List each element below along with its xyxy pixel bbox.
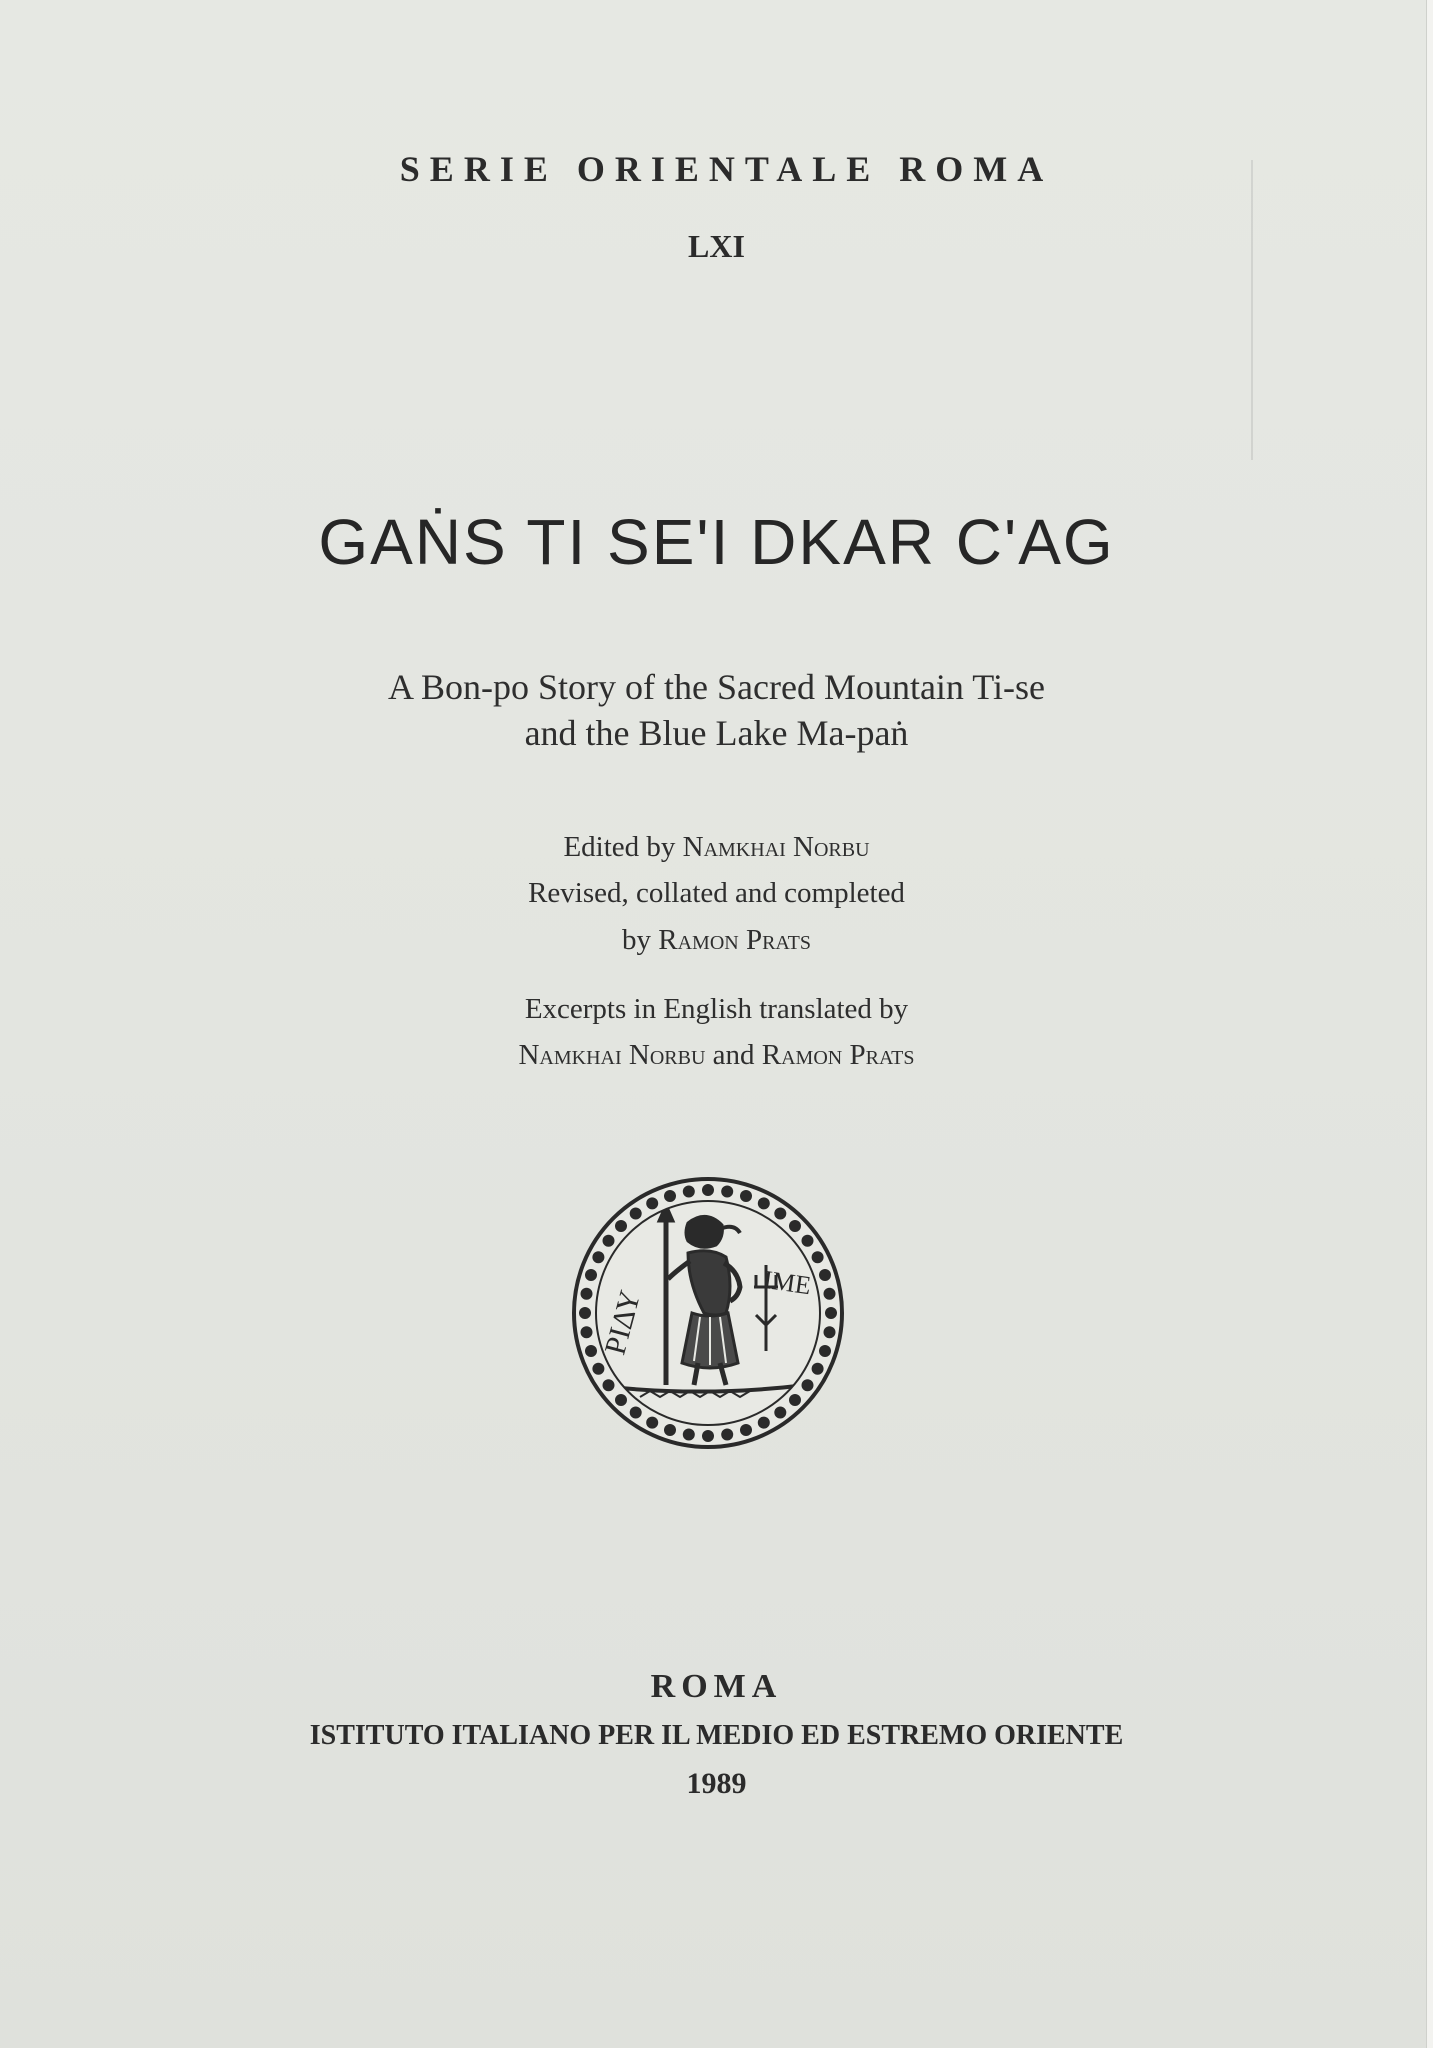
coin-bead <box>740 1424 752 1436</box>
coin-bead <box>585 1345 597 1357</box>
edited-by-line <box>0 831 1433 864</box>
publication-year: 1989 <box>686 1767 747 1800</box>
book-title: GAṄS TI SE'I DKAR C'AG <box>318 506 1115 578</box>
translators-and: and <box>712 1039 755 1071</box>
coin-bead <box>802 1379 814 1391</box>
coin-bead <box>812 1363 824 1375</box>
coin-bead <box>581 1288 593 1300</box>
editor-name: Namkhai Norbu <box>682 831 870 863</box>
coin-bead <box>789 1220 801 1232</box>
coin-bead <box>585 1269 597 1281</box>
volume-number: LXI <box>688 228 745 264</box>
publication-place: ROMA <box>650 1668 783 1705</box>
coin-bead <box>646 1197 658 1209</box>
coin-bead <box>824 1288 836 1300</box>
coin-bead <box>615 1220 627 1232</box>
coin-bead <box>824 1326 836 1338</box>
coin-emblem-icon <box>570 1175 846 1451</box>
revised-by-line <box>0 924 1433 957</box>
translated-line: Excerpts in English translated by <box>524 993 909 1025</box>
translators-line <box>0 1039 1433 1072</box>
coin-bead <box>683 1186 695 1198</box>
coin-bead <box>819 1269 831 1281</box>
translator-1-name: Namkhai Norbu <box>518 1039 706 1071</box>
coin-bead <box>721 1429 733 1441</box>
cover-crease <box>1251 160 1253 460</box>
coin-bead <box>579 1307 591 1319</box>
coin-bead <box>683 1429 695 1441</box>
coin-bead <box>630 1407 642 1419</box>
coin-bead <box>615 1394 627 1406</box>
revised-by-prefix: by <box>622 924 651 956</box>
coin-bead <box>581 1326 593 1338</box>
coin-left-inscription: ΡΙΔΥ <box>598 1286 648 1359</box>
coin-bead <box>592 1251 604 1263</box>
series-name: SERIE ORIENTALE ROMA <box>399 149 1054 189</box>
coin-bead <box>603 1235 615 1247</box>
edited-by-prefix: Edited by <box>563 831 676 863</box>
coin-bead <box>774 1208 786 1220</box>
coin-bead <box>603 1379 615 1391</box>
translator-2-name: Ramon Prats <box>761 1039 915 1071</box>
publisher-name: ISTITUTO ITALIANO PER IL MEDIO ED ESTREMO ORIENTE <box>309 1720 1124 1751</box>
coin-bead <box>646 1417 658 1429</box>
coin-right-inscription: ΙΜΕ <box>761 1264 813 1301</box>
subtitle-line-1: A Bon-po Story of the Sacred Mountain Ti-se <box>388 667 1045 707</box>
subtitle-line-2: and the Blue Lake Ma-paṅ <box>524 713 909 753</box>
reviser-name: Ramon Prats <box>658 924 811 956</box>
coin-bead <box>702 1430 714 1442</box>
coin-bead <box>592 1363 604 1375</box>
coin-bead <box>702 1184 714 1196</box>
coin-bead <box>789 1394 801 1406</box>
coin-bead <box>812 1251 824 1263</box>
revised-line: Revised, collated and completed <box>528 877 905 909</box>
coin-bead <box>630 1208 642 1220</box>
coin-bead <box>664 1424 676 1436</box>
coin-bead <box>758 1417 770 1429</box>
coin-bead <box>802 1235 814 1247</box>
coin-bead <box>758 1197 770 1209</box>
coin-bead <box>774 1407 786 1419</box>
coin-bead <box>740 1190 752 1202</box>
coin-bead <box>721 1186 733 1198</box>
coin-bead <box>825 1307 837 1319</box>
coin-bead <box>819 1345 831 1357</box>
coin-bead <box>664 1190 676 1202</box>
